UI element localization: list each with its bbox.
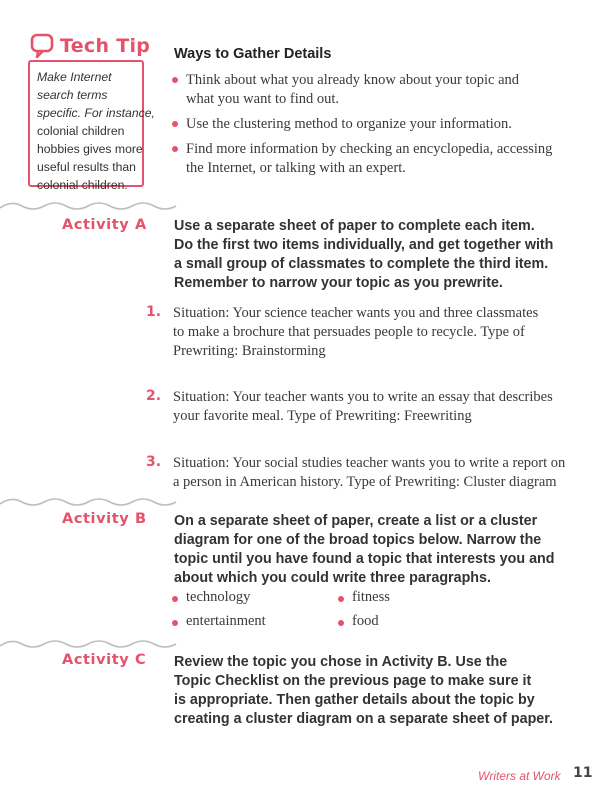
wavy-divider	[0, 636, 180, 652]
bullet-dot-icon	[338, 620, 344, 626]
tech-tip-title: Tech Tip	[60, 35, 151, 57]
instruction-line: On a separate sheet of paper, create a list or a cluster	[174, 513, 538, 529]
activity-c-instructions	[174, 653, 574, 729]
activity-b-instructions	[174, 512, 574, 588]
activity-c-label: Activity C	[62, 652, 147, 668]
situation-line: a person in American history. Type of Prewriting: Cluster diagram	[173, 474, 557, 490]
activity-a-label: Activity A	[62, 217, 147, 233]
page-number: 11	[573, 765, 593, 781]
tech-tip-line: Make Internet	[37, 70, 112, 84]
bullet-dot-icon	[338, 596, 344, 602]
instruction-line: a small group of classmates to complete the third item.	[174, 256, 549, 272]
instruction-line: Do the first two items individually, and get together with	[174, 237, 554, 253]
bullet-line: the Internet, or talking with an expert.	[186, 160, 406, 176]
ways-bullet-item	[172, 140, 572, 178]
instruction-line: Topic Checklist on the previous page to make sure it	[174, 673, 532, 689]
topic-item	[338, 613, 379, 630]
instruction-line: topic until you have found a topic that interests you and	[174, 551, 555, 567]
situation-line: Situation: Your science teacher wants you and three classmates	[173, 305, 539, 321]
tech-tip-header	[30, 33, 150, 59]
bullet-dot-icon	[172, 596, 178, 602]
item-number: 1.	[146, 304, 162, 320]
tech-tip-line: specific. For instance,	[37, 106, 155, 120]
bullet-line: Use the clustering method to organize your information.	[186, 116, 512, 132]
bullet-dot-icon	[172, 77, 178, 83]
tech-tip-line: hobbies gives more	[37, 142, 143, 156]
instruction-line: diagram for one of the broad topics below. Narrow the	[174, 532, 542, 548]
instruction-line: Remember to narrow your topic as you prewrite.	[174, 275, 503, 291]
situation-item	[173, 454, 573, 492]
wavy-divider	[0, 198, 180, 214]
activity-b-label: Activity B	[62, 511, 147, 527]
bullet-line: what you want to find out.	[186, 91, 340, 107]
situation-line: Prewriting: Brainstorming	[173, 343, 326, 359]
situation-line: to make a brochure that persuades people to recycle. Type of	[173, 324, 525, 340]
speech-bubble-icon	[30, 33, 56, 59]
tech-tip-line: search terms	[37, 88, 108, 102]
situation-line: your favorite meal. Type of Prewriting: Freewriting	[173, 408, 472, 424]
wavy-divider	[0, 494, 180, 510]
topic-text: entertainment	[186, 613, 266, 629]
tech-tip-box	[28, 60, 155, 192]
situation-line: Situation: Your teacher wants you to write an essay that describes	[173, 389, 553, 405]
bullet-line: Think about what you already know about your topic and	[186, 72, 520, 88]
ways-bullet-item	[172, 71, 572, 109]
situation-line: Situation: Your social studies teacher wants you to write a report on	[173, 455, 566, 471]
topic-item	[338, 589, 390, 606]
bullet-dot-icon	[172, 620, 178, 626]
instruction-line: creating a cluster diagram on a separate sheet of paper.	[174, 711, 554, 727]
bullet-dot-icon	[172, 121, 178, 127]
topic-item	[172, 613, 266, 630]
topic-text: food	[352, 613, 379, 629]
topic-text: fitness	[352, 589, 390, 605]
situation-item	[173, 388, 573, 426]
instruction-line: about which you could write three paragraphs.	[174, 570, 491, 586]
footer-book-title: Writers at Work	[478, 769, 561, 783]
situation-item	[173, 304, 573, 361]
ways-heading: Ways to Gather Details	[174, 46, 332, 62]
bullet-line: Find more information by checking an encyclopedia, accessing	[186, 141, 553, 157]
topic-item	[172, 589, 250, 606]
tech-tip-line: colonial children.	[37, 178, 128, 192]
tech-tip-line: useful results than	[37, 160, 136, 174]
item-number: 3.	[146, 454, 162, 470]
tech-tip-line: colonial children	[37, 124, 125, 138]
topic-text: technology	[186, 589, 251, 605]
bullet-dot-icon	[172, 146, 178, 152]
instruction-line: Review the topic you chose in Activity B. Use the	[174, 654, 508, 670]
item-number: 2.	[146, 388, 162, 404]
ways-bullet-list	[172, 71, 572, 184]
ways-bullet-item	[172, 115, 572, 134]
instruction-line: Use a separate sheet of paper to complete each item.	[174, 218, 535, 234]
activity-a-instructions	[174, 217, 574, 293]
instruction-line: is appropriate. Then gather details about the topic by	[174, 692, 535, 708]
